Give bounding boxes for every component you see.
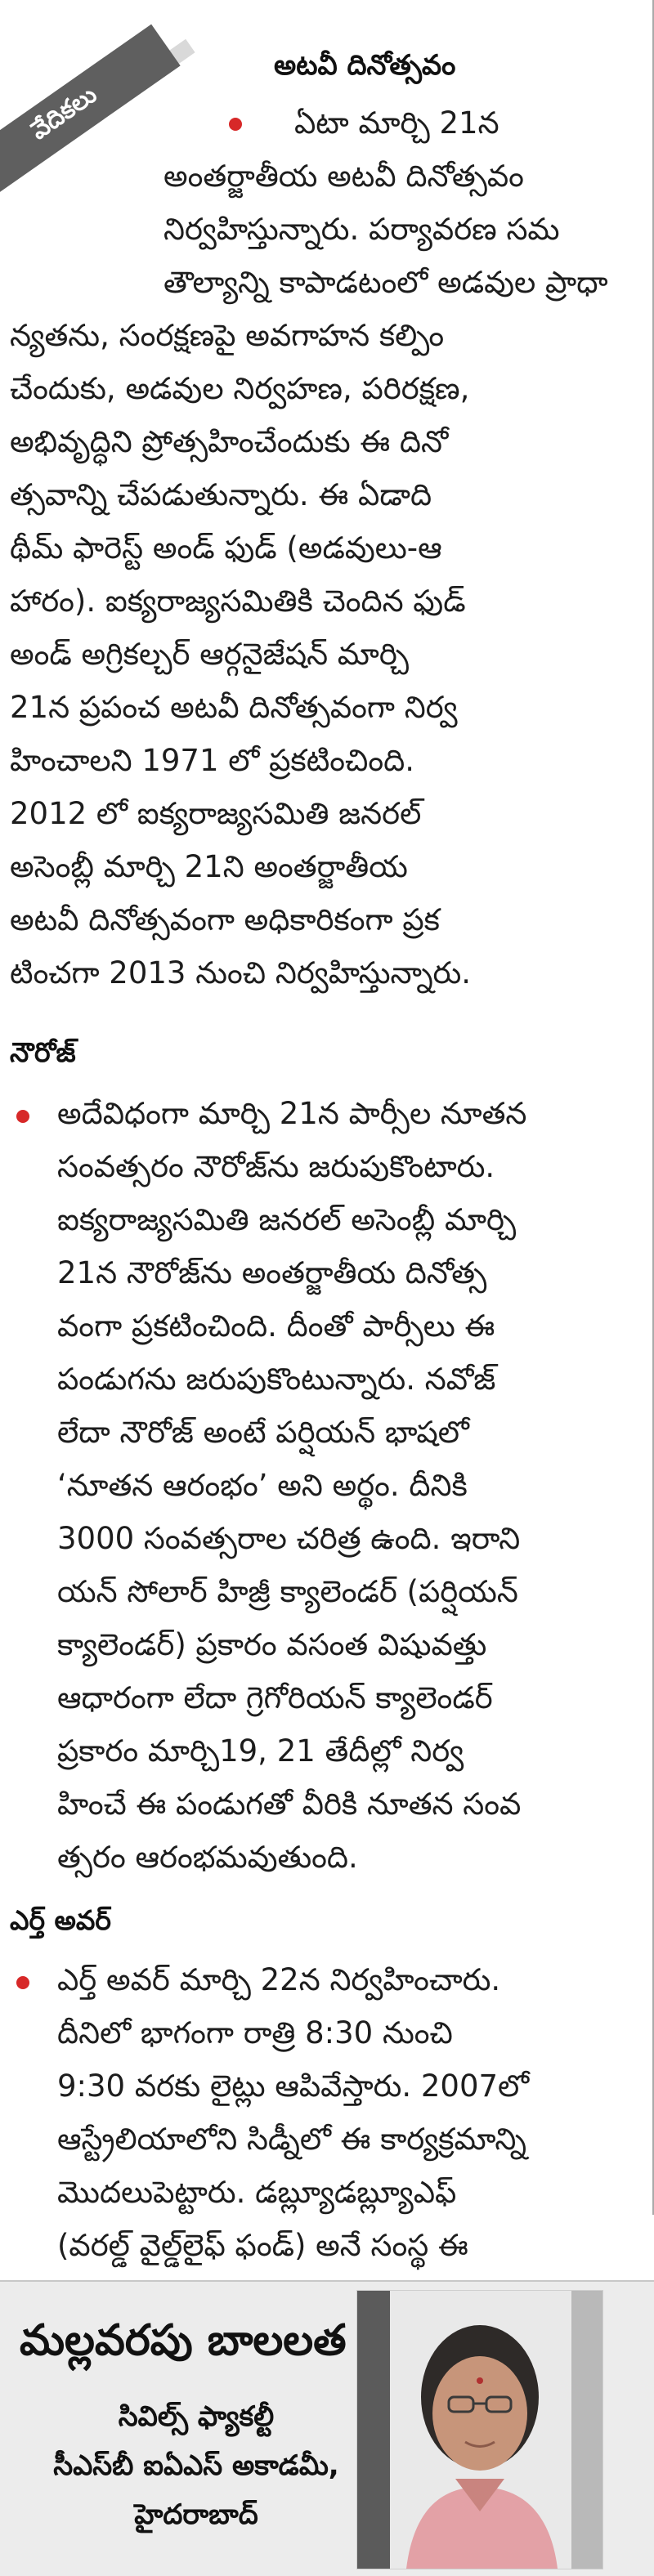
section-body-earth-hour — [0, 1953, 529, 2325]
paragraph-line: ‘నూతన ఆరంభం’ అని అర్థం. దీనికి — [57, 1468, 468, 1503]
paragraph-line: తౌల్యాన్ని కాపాడటంలో అడవుల ప్రాధా — [164, 265, 608, 300]
ribbon-label: వేదికలు — [25, 80, 102, 146]
bullet-icon — [229, 118, 242, 131]
author-institute: సీఎస్‌బీ ఐఏఎస్ అకాడమీ, — [53, 2449, 339, 2482]
paragraph-line: వంగా ప్రకటించింది. దీంతో పార్సీలు ఈ — [57, 1308, 495, 1344]
paragraph-line: త్సరం ఆరంభమవుతుంది. — [57, 1840, 358, 1875]
paragraph-line: ఐక్యరాజ్యసమితి జనరల్ అసెంబ్లీ మార్చి — [57, 1202, 517, 1237]
paragraph-line: అసెంబ్లీ మార్చి 21ని అంతర్జాతీయ — [10, 849, 408, 884]
paragraph-line: ఏటా మార్చి 21న — [294, 105, 499, 141]
paragraph-line: ప్రకారం మార్చి19, 21 తేదీల్లో నిర్వ — [57, 1733, 464, 1769]
section-body-nowruz — [0, 1087, 526, 1884]
paragraph-line: హించాలని 1971 లో ప్రకటించింది. — [10, 743, 415, 778]
section-title-nowruz: నౌరోజ్ — [10, 1036, 76, 1068]
paragraph-line: ఆధారంగా లేదా గ్రెగోరియన్ క్యాలెండర్ — [57, 1680, 493, 1715]
paragraph-line: 21న నౌరోజ్‌ను అంతర్జాతీయ దినోత్స — [57, 1255, 487, 1290]
paragraph-line: 2012 లో ఐక్యరాజ్యసమితి జనరల్ — [10, 796, 422, 831]
paragraph-line: సంవత్సరం నౌరోజ్‌ను జరుపుకొంటారు. — [57, 1149, 495, 1184]
section-body-forest-day — [0, 150, 608, 1000]
paragraph-line: దీనిలో భాగంగా రాత్రి 8:30 నుంచి — [57, 2015, 453, 2051]
paragraph-line: మొదలుపెట్టారు. డబ్ల్యూడబ్ల్యూఎఫ్ — [57, 2175, 457, 2210]
paragraph-line: 3000 సంవత్సరాల చరిత్ర ఉంది. ఇరాని — [57, 1521, 521, 1556]
author-photo — [356, 2290, 603, 2569]
author-role: సివిల్స్ ఫ్యాకల్టీ — [118, 2400, 275, 2433]
paragraph-line: అదేవిధంగా మార్చి 21న పార్సీల నూతన — [57, 1096, 527, 1131]
paragraph-line: ఎర్త్ అవర్ మార్చి 22న నిర్వహించారు. — [57, 1962, 501, 1997]
paragraph-line: అభివృద్ధిని ప్రోత్సహించేందుకు ఈ దినో — [10, 424, 449, 459]
paragraph-line: అటవీ దినోత్సవంగా అధికారికంగా ప్రక — [10, 902, 440, 937]
section-title-forest-day: అటవీ దినోత్సవం — [274, 49, 456, 82]
author-city: హైదరాబాద్ — [134, 2498, 258, 2531]
paragraph-line: థీమ్ ఫారెస్ట్ అండ్ ఫుడ్ (అడవులు-ఆ — [10, 530, 442, 566]
author-portrait-icon — [357, 2291, 602, 2569]
paragraph-line: హారం). ఐక్యరాజ్యసమితికి చెందిన ఫుడ్ — [10, 584, 466, 619]
paragraph-line: న్యతను, సంరక్షణపై అవగాహన కల్పిం — [10, 318, 445, 353]
paragraph-line: ఆస్ట్రేలియాలోని సిడ్నీలో ఈ కార్యక్రమాన్ని — [57, 2122, 526, 2157]
paragraph-line: అంతర్జాతీయ అటవీ దినోత్సవం — [164, 159, 524, 194]
section-title-earth-hour: ఎర్త్ అవర్ — [10, 1904, 111, 1936]
paragraph-line: క్యాలెండర్) ప్రకారం వసంత విషువత్తు — [57, 1627, 487, 1662]
paragraph-line: త్సవాన్ని చేపడుతున్నారు. ఈ ఏడాది — [10, 477, 432, 512]
paragraph-line: 21న ప్రపంచ అటవీ దినోత్సవంగా నిర్వ — [10, 690, 458, 725]
paragraph-line: టించగా 2013 నుంచి నిర్వహిస్తున్నారు. — [10, 955, 472, 991]
paragraph-line: నిర్వహిస్తున్నారు. పర్యావరణ సమ — [164, 212, 560, 247]
paragraph-line: అండ్ అగ్రికల్చర్ ఆర్గనైజేషన్ మార్చి — [10, 637, 410, 672]
paragraph-line: లేదా నౌరోజ్ అంటే పర్షియన్ భాషలో — [57, 1415, 469, 1450]
paragraph-line: చేందుకు, అడవుల నిర్వహణ, పరిరక్షణ, — [10, 371, 470, 406]
paragraph-line: 9:30 వరకు లైట్లు ఆపివేస్తారు. 2007లో — [57, 2068, 530, 2104]
paragraph-line: పండుగను జరుపుకొంటున్నారు. నవోజ్ — [57, 1362, 496, 1397]
author-box — [0, 2280, 654, 2576]
author-name: మల్లవరపు బాలలత — [20, 2316, 347, 2365]
paragraph-line: హించే ఈ పండుగతో వీరికి నూతన సంవ — [57, 1787, 522, 1822]
paragraph-line: (వరల్డ్ వైల్డ్‌లైఫ్ ఫండ్) అనే సంస్థ ఈ — [57, 2228, 468, 2263]
paragraph-line: యన్ సోలార్ హిజ్రీ క్యాలెండర్ (పర్షియన్ — [57, 1574, 518, 1609]
